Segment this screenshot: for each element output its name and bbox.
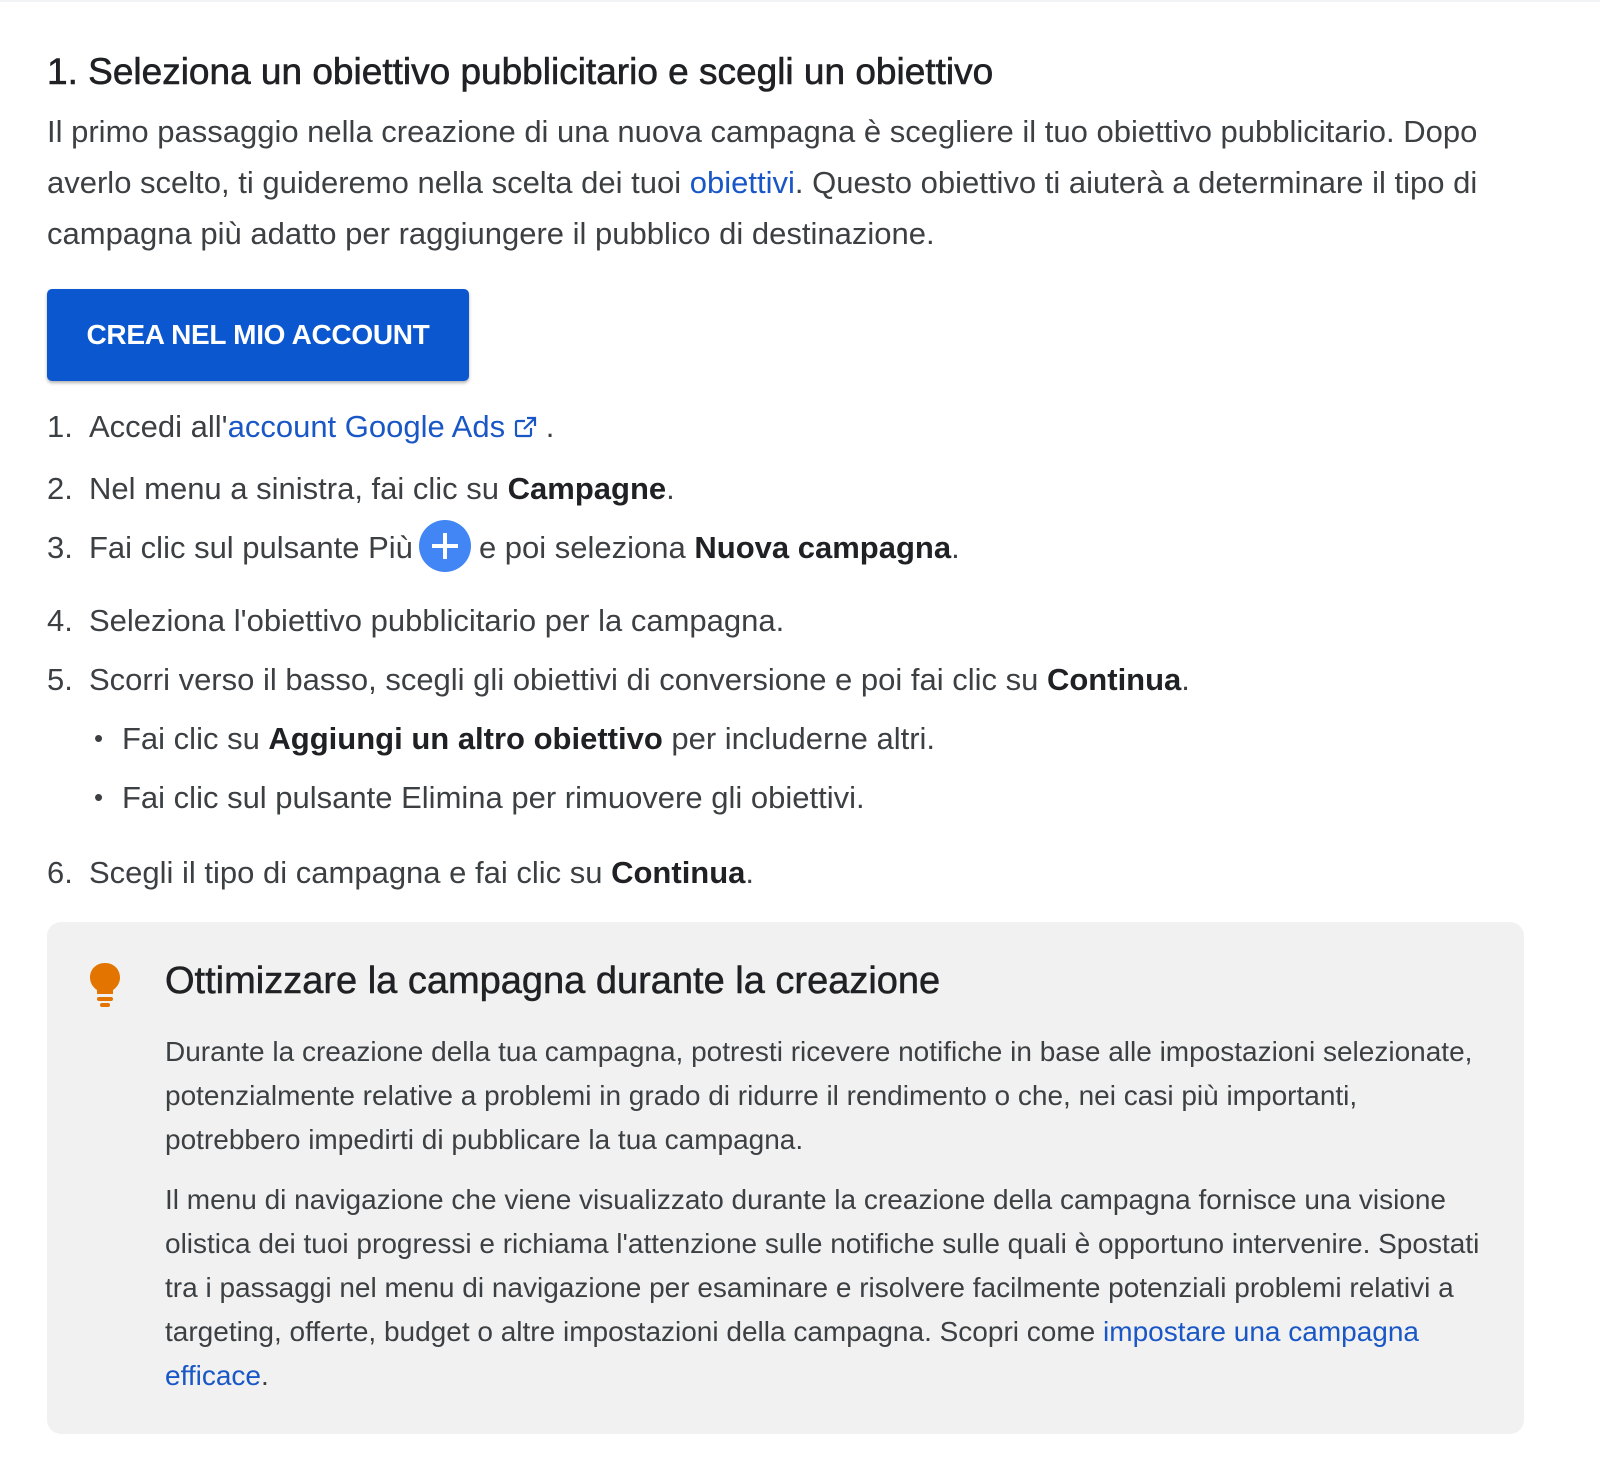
step-5: 5. Scorri verso il basso, scegli gli obiettivi di conversione e poi fai clic su Continua. • Fai clic su Aggiungi un altro obiettivo per includerne altri. • Fai clic sul pulsante Elimina per rimuovere gli obiettivi.	[47, 650, 1547, 827]
top-divider	[0, 0, 1600, 2]
tip-callout	[47, 922, 1524, 1434]
tip-title: Ottimizzare la campagna durante la creazione	[165, 960, 941, 1002]
step-1: 1. Accedi all'account Google Ads .	[47, 397, 1547, 459]
step-3: 3. Fai clic sul pulsante Più e poi seleziona Nuova campagna.	[47, 518, 1547, 591]
sub-item-add-goal: • Fai clic su Aggiungi un altro obiettivo per includerne altri.	[94, 721, 936, 756]
lightbulb-icon	[88, 962, 122, 1013]
step-2: 2. Nel menu a sinistra, fai clic su Campagne.	[47, 471, 675, 506]
effective-campaign-link[interactable]: impostare una campagna efficace	[165, 1316, 1420, 1391]
obiettivi-link[interactable]: obiettivi	[689, 165, 795, 200]
step-5-sublist	[89, 709, 1547, 827]
step-4: 4. Seleziona l'obiettivo pubblicitario per la campagna.	[47, 603, 785, 638]
section-heading: 1. Seleziona un obiettivo pubblicitario e scegli un obiettivo	[47, 51, 994, 92]
steps-list	[47, 397, 1547, 902]
create-in-account-button[interactable]: CREA NEL MIO ACCOUNT	[47, 289, 469, 381]
tip-body	[165, 1030, 1485, 1414]
sub-item-remove-goal: • Fai clic sul pulsante Elimina per rimuovere gli obiettivi.	[94, 780, 865, 815]
intro-paragraph	[47, 106, 1547, 259]
plus-button-icon	[419, 520, 471, 591]
google-ads-account-link[interactable]: account Google Ads	[228, 409, 537, 444]
intro-text-2: . Questo obiettivo ti aiuterà a determinare il tipo di campagna più adatto per raggiungere il pubblico di destinazione.	[47, 165, 1478, 251]
external-link-icon	[513, 400, 537, 459]
intro-text-1: Il primo passaggio nella creazione di una nuova campagna è scegliere il tuo obiettivo pubblicitario. Dopo averlo scelto, ti guideremo nella scelta dei tuoi	[47, 114, 1478, 200]
tip-paragraph-2: Il menu di navigazione che viene visualizzato durante la creazione della campagna fornisce una visione olistica dei tuoi progressi e richiama l'attenzione sulle notifiche sulle quali è opportuno intervenire. Spostati tra i passaggi nel menu di navigazione per esaminare e risolvere facilmente potenziali problemi relativi a targeting, offerte, budget o altre impostazioni della campagna. Scopri come impostare una campagna efficace.	[165, 1184, 1480, 1391]
step-6: 6. Scegli il tipo di campagna e fai clic su Continua.	[47, 855, 755, 890]
article-content	[47, 40, 1547, 1434]
tip-paragraph-1: Durante la creazione della tua campagna, potresti ricevere notifiche in base alle impostazioni selezionate, potenzialmente relative a problemi in grado di ridurre il rendimento o che, nei casi più importanti, potrebbero impedirti di pubblicare la tua campagna.	[165, 1036, 1473, 1155]
